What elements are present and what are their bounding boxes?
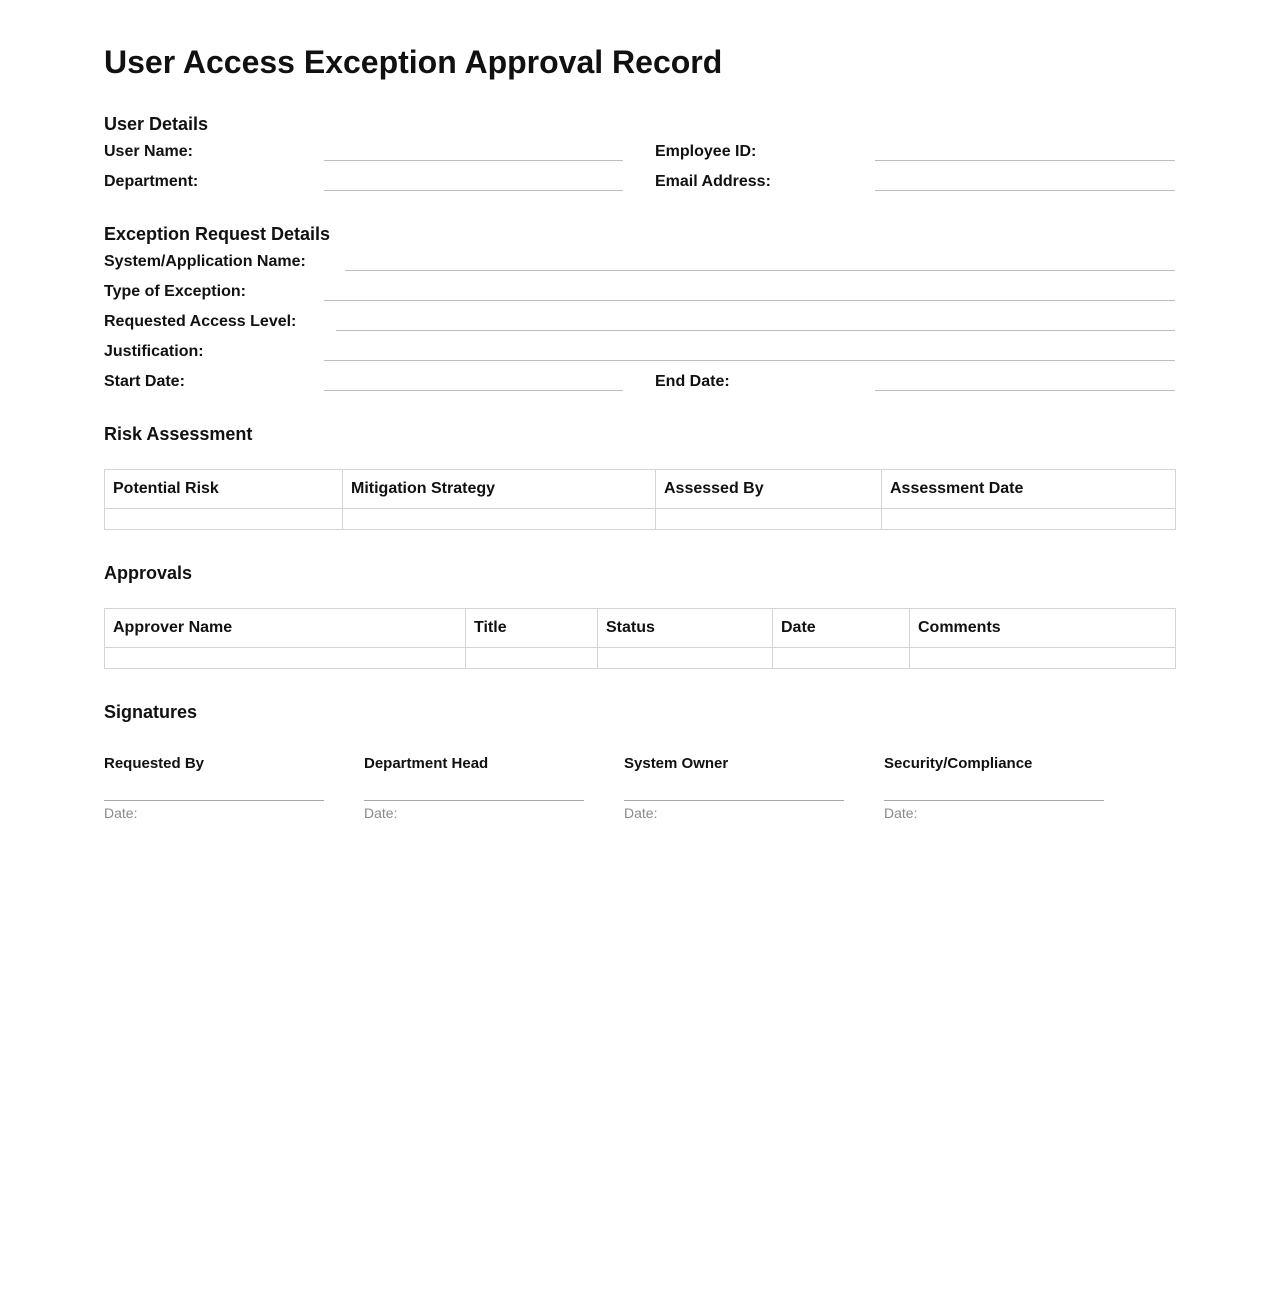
employee-id-field[interactable]	[875, 160, 1175, 161]
column-header-mitigation-strategy: Mitigation Strategy	[343, 470, 656, 509]
end-date-label: End Date:	[655, 373, 730, 390]
table-cell-mitigation-strategy[interactable]	[343, 509, 656, 530]
signature-title: Requested By	[104, 755, 205, 772]
justification-field[interactable]	[324, 360, 1175, 361]
end-date-field[interactable]	[875, 390, 1175, 391]
table-cell-potential-risk[interactable]	[105, 509, 343, 530]
signature-date-label: Date:	[364, 805, 398, 821]
column-header-date: Date	[773, 609, 910, 648]
column-header-comments: Comments	[910, 609, 1176, 648]
table-cell-title[interactable]	[466, 648, 598, 669]
employee-id-label: Employee ID:	[655, 143, 757, 160]
table-row	[105, 648, 1176, 669]
column-header-status: Status	[598, 609, 773, 648]
start-date-label: Start Date:	[104, 373, 185, 390]
department-label: Department:	[104, 173, 199, 190]
exception-type-label: Type of Exception:	[104, 283, 246, 300]
exception-type-field[interactable]	[324, 300, 1175, 301]
table-cell-date[interactable]	[773, 648, 910, 669]
exception-details-heading: Exception Request Details	[104, 224, 331, 244]
table-cell-status[interactable]	[598, 648, 773, 669]
column-header-approver-name: Approver Name	[105, 609, 466, 648]
signatures-heading: Signatures	[104, 702, 198, 722]
approvals-heading: Approvals	[104, 563, 193, 583]
signature-line[interactable]	[624, 800, 844, 801]
column-header-assessed-by: Assessed By	[656, 470, 882, 509]
signature-line[interactable]	[364, 800, 584, 801]
column-header-potential-risk: Potential Risk	[105, 470, 343, 509]
table-cell-approver-name[interactable]	[105, 648, 466, 669]
signature-title: Department Head	[364, 755, 489, 772]
signature-line[interactable]	[104, 800, 324, 801]
user-details-heading: User Details	[104, 114, 209, 134]
table-cell-assessment-date[interactable]	[882, 509, 1176, 530]
table-cell-assessed-by[interactable]	[656, 509, 882, 530]
access-level-field[interactable]	[336, 330, 1175, 331]
table-header-row	[105, 609, 1176, 648]
risk-assessment-table	[104, 469, 1176, 530]
user-name-label: User Name:	[104, 143, 193, 160]
risk-assessment-heading: Risk Assessment	[104, 424, 253, 444]
signature-date-label: Date:	[884, 805, 918, 821]
signature-date-label: Date:	[624, 805, 658, 821]
column-header-title: Title	[466, 609, 598, 648]
email-address-field[interactable]	[875, 190, 1175, 191]
signature-title: Security/Compliance	[884, 755, 1033, 772]
document-title: User Access Exception Approval Record	[104, 44, 723, 80]
table-row	[105, 509, 1176, 530]
department-field[interactable]	[324, 190, 623, 191]
signature-line[interactable]	[884, 800, 1104, 801]
justification-label: Justification:	[104, 343, 204, 360]
system-name-field[interactable]	[345, 270, 1175, 271]
approvals-table	[104, 608, 1176, 669]
signature-title: System Owner	[624, 755, 729, 772]
table-header-row	[105, 470, 1176, 509]
system-name-label: System/Application Name:	[104, 253, 306, 270]
table-cell-comments[interactable]	[910, 648, 1176, 669]
start-date-field[interactable]	[324, 390, 623, 391]
access-level-label: Requested Access Level:	[104, 313, 297, 330]
user-name-field[interactable]	[324, 160, 623, 161]
signature-date-label: Date:	[104, 805, 138, 821]
column-header-assessment-date: Assessment Date	[882, 470, 1176, 509]
email-address-label: Email Address:	[655, 173, 771, 190]
